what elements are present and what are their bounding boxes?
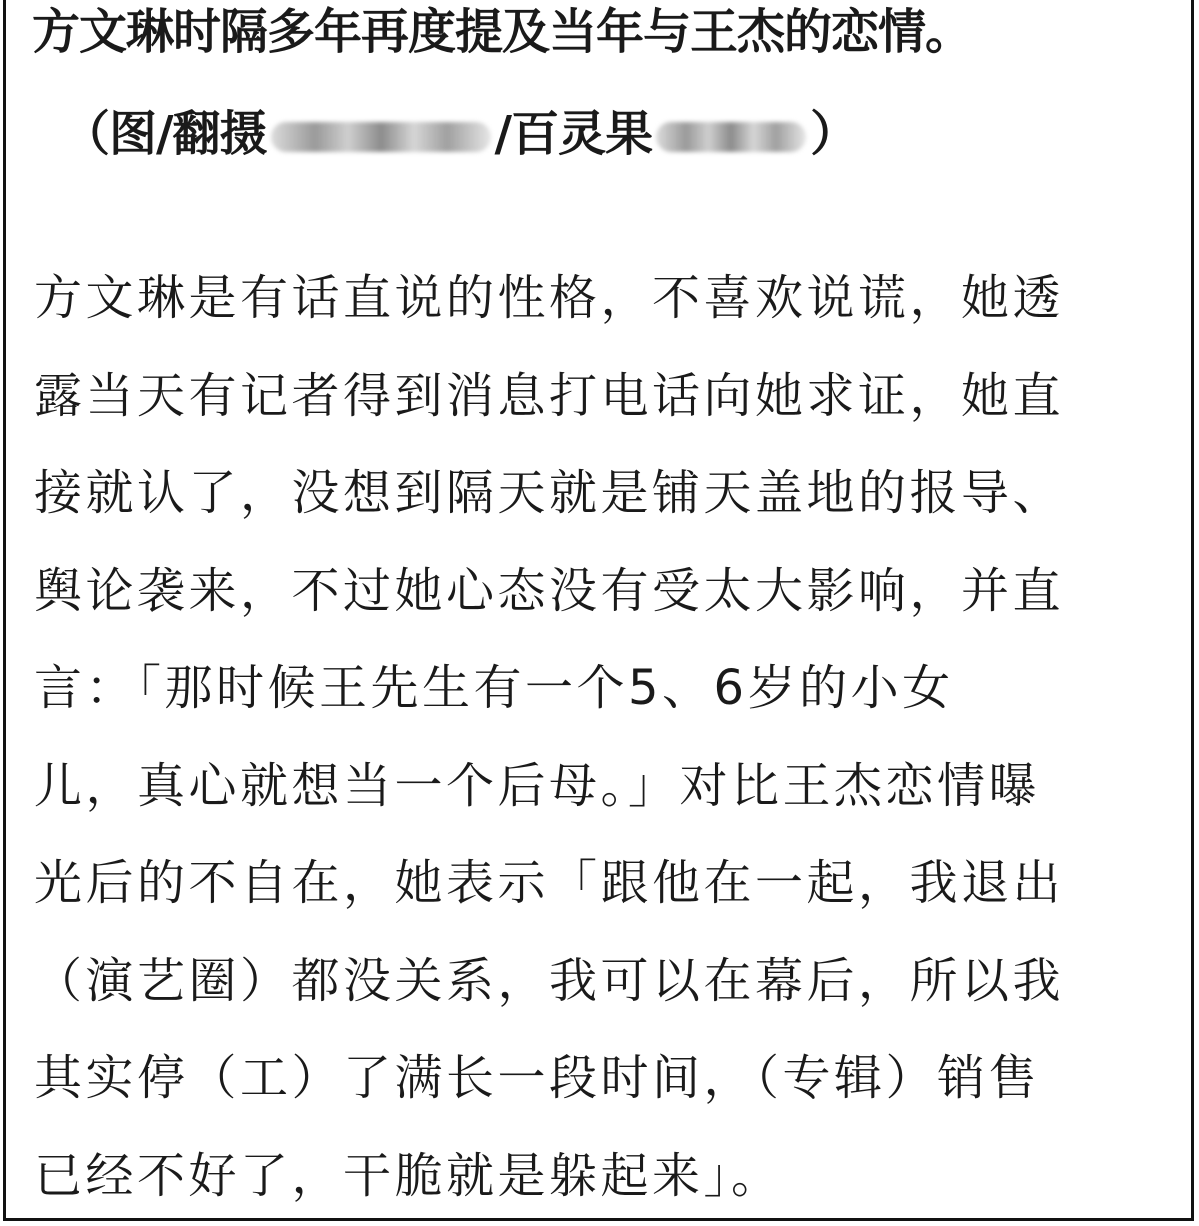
paragraph-line: 露当天有记者得到消息打电话向她求证，她直 xyxy=(34,367,1065,424)
paragraph-line: 舆论袭来，不过她心态没有受太大影响，并直 xyxy=(34,562,1065,619)
redacted-blur xyxy=(656,122,806,152)
paragraph-line: 已经不好了，干脆就是躲起来」。 xyxy=(34,1147,783,1204)
image-caption-title: 方文琳时隔多年再度提及当年与王杰的恋情。 xyxy=(32,4,973,60)
paragraph-line: 接就认了，没想到隔天就是铺天盖地的报导、 xyxy=(34,465,1065,521)
image-caption-credit xyxy=(62,106,1199,162)
redacted-blur xyxy=(271,122,491,152)
paragraph-line: （演艺圈）都没关系，我可以在幕后，所以我 xyxy=(34,952,1065,1009)
credit-mid: /百灵果 xyxy=(494,106,653,162)
paragraph-line: 光后的不自在，她表示「跟他在一起，我退出 xyxy=(34,855,1065,911)
credit-close: ） xyxy=(810,106,858,162)
paragraph-line: 言：「那时候王先生有一个5、6岁的小女 xyxy=(34,660,954,716)
paragraph-line: 其实停（工）了满长一段时间，（专辑）销售 xyxy=(34,1050,1041,1106)
article-paragraph xyxy=(34,250,1184,1225)
paragraph-line: 儿，真心就想当一个后母。」对比王杰恋情曝 xyxy=(34,757,1041,814)
credit-open: （图/翻摄 xyxy=(62,106,267,162)
paragraph-line: 方文琳是有话直说的性格，不喜欢说谎，她透 xyxy=(34,270,1065,326)
